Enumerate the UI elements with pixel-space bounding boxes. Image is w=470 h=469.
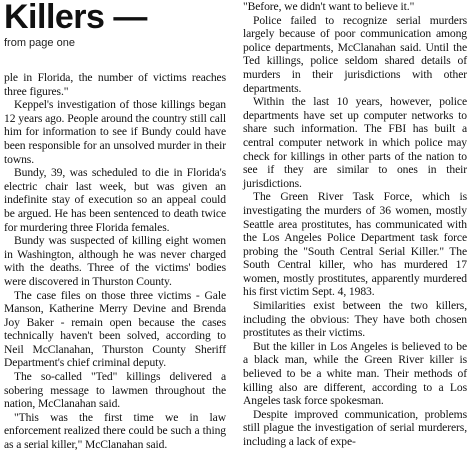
paragraph: "This was the first time we in law enforcement realized there could be such a thing as a serial killer," McClanahan said.: [4, 410, 226, 452]
paragraph: Within the last 10 years, however, police departments have set up computer networks to share such information. The FBI has built a central computer network in which police may check for killings in other parts of the nation to see if they are similar to ones in their jurisdictions.: [243, 95, 467, 190]
right-column: [243, 0, 467, 449]
paragraph: But the killer in Los Angeles is believed to be a black man, while the Green River killer is believed to be a white man. Their methods of killing also are different, according to a Los Angeles task force spokesman.: [243, 339, 467, 408]
paragraph: Keppel's investigation of those killings began 12 years ago. People around the country still call him for information to see if Bundy could have been responsible for an unsolved murder in their towns.: [4, 98, 226, 166]
jump-line: from page one: [4, 37, 75, 49]
paragraph: Similarities exist between the two killers, including the obvious: They have both chosen prostitutes as their victims.: [243, 299, 467, 340]
paragraph: The so-called "Ted" killings delivered a sobering message to lawmen throughout the nation, McClanahan said.: [4, 370, 226, 411]
paragraph: Bundy, 39, was scheduled to die in Florida's electric chair last week, but was given an indefinite stay of execution so an appeal could be argued. He has been sentenced to death twice for murdering three Florida females.: [4, 166, 226, 234]
paragraph: Bundy was suspected of killing eight women in Washington, although he was never charged with the deaths. Three of the victims' bodies were discovered in Thurston County.: [4, 234, 226, 288]
paragraph: ple in Florida, the number of victims reaches three figures.": [4, 71, 226, 98]
paragraph: The case files on those three victims - Gale Manson, Katherine Merry Devine and Brenda Joy Baker - remain open because the cases technically haven't been solved, according to Neil McClanahan, Thurston County Sheriff Department's chief criminal deputy.: [4, 288, 226, 370]
left-column: [4, 0, 226, 452]
paragraph: Despite improved communication, problems still plague the investigation of serial murderers, including a lack of expe-: [243, 407, 467, 448]
paragraph: The Green River Task Force, which is investigating the murders of 36 women, mostly Seattle area prostitutes, has communicated with the Los Angeles Police Department task force probing the "South Central Serial Killer." The South Central killer, who has murdered 17 women, mostly prostitutes, apparently murdered his first victim Sept. 4, 1983.: [243, 190, 467, 299]
headline: Killers —: [4, 0, 147, 36]
paragraph: "Before, we didn't want to believe it.": [243, 0, 415, 13]
paragraph: Police failed to recognize serial murders largely because of poor communication among police departments, McClanahan said. Until the Ted killings, police seldom shared details of murders in their jurisdictions with other departments.: [243, 13, 467, 95]
